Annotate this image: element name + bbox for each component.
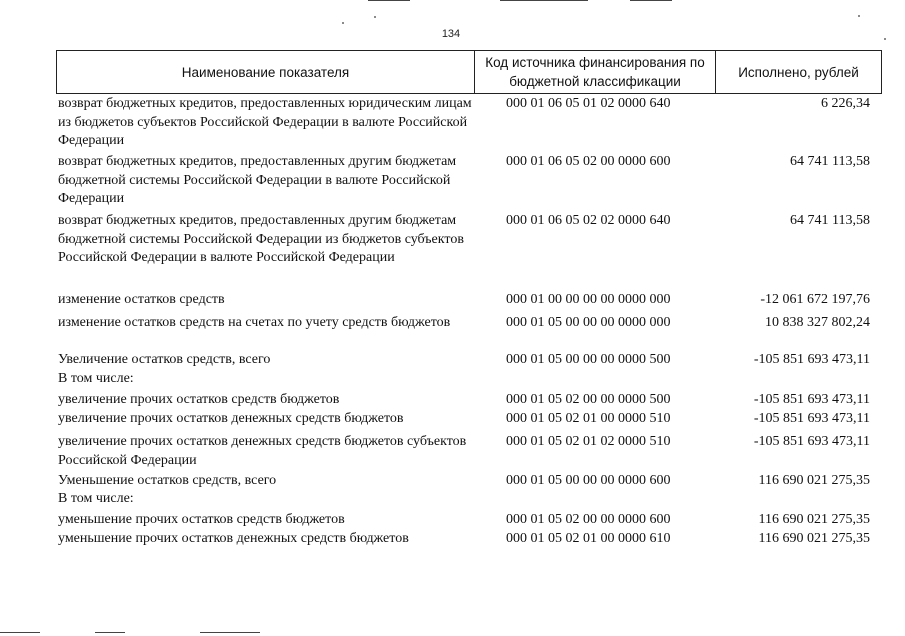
- row-code: 000 01 06 05 01 02 0000 640: [506, 96, 671, 111]
- table-header: [56, 50, 882, 94]
- row-value: 116 690 021 275,35: [758, 512, 870, 527]
- header-name: Наименование показателя: [57, 51, 475, 93]
- scan-bottom-marks: [0, 632, 905, 634]
- row-code: 000 01 05 00 00 00 0000 600: [506, 473, 671, 488]
- row-code: 000 01 05 00 00 00 0000 000: [506, 315, 671, 330]
- row-name: изменение остатков средств: [58, 292, 225, 307]
- row-code: 000 01 05 02 00 00 0000 600: [506, 512, 671, 527]
- row-value: -12 061 672 197,76: [760, 292, 870, 307]
- scan-speck: [884, 38, 886, 40]
- row-value: -105 851 693 473,11: [753, 352, 870, 367]
- row-code: 000 01 00 00 00 00 0000 000: [506, 292, 671, 307]
- row-value: 116 690 021 275,35: [758, 473, 870, 488]
- row-value: 6 226,34: [821, 96, 870, 111]
- scan-line: [500, 0, 588, 1]
- header-value: Исполнено, рублей: [738, 64, 859, 80]
- row-name: возврат бюджетных кредитов, предоставленных другим бюджетам бюджетной системы Российской Федерации из бюджетов субъектов Российской Федерации в валюте Российской Федерации: [58, 213, 464, 265]
- row-name: возврат бюджетных кредитов, предоставленных юридическим лицам из бюджетов субъектов Российской Федерации в валюте Российской Федерации: [58, 96, 472, 148]
- row-code: 000 01 05 02 01 02 0000 510: [506, 434, 671, 449]
- row-name: увеличение прочих остатков средств бюджетов: [58, 392, 340, 407]
- row-value: 116 690 021 275,35: [758, 531, 870, 546]
- row-name: возврат бюджетных кредитов, предоставленных другим бюджетам бюджетной системы Российской Федерации в валюте Российской Федерации: [58, 154, 457, 206]
- row-value: -105 851 693 473,11: [753, 434, 870, 449]
- row-value: 64 741 113,58: [790, 154, 870, 169]
- row-value: 10 838 327 802,24: [765, 315, 870, 330]
- row-code: 000 01 06 05 02 02 0000 640: [506, 213, 671, 228]
- row-name: уменьшение прочих остатков денежных средств бюджетов: [58, 531, 409, 546]
- row-code: 000 01 05 02 00 00 0000 500: [506, 392, 671, 407]
- row-code: 000 01 05 02 01 00 0000 510: [506, 411, 671, 426]
- page-number: 134: [441, 28, 461, 40]
- row-name: В том числе:: [58, 491, 134, 506]
- row-name: уменьшение прочих остатков средств бюджетов: [58, 512, 345, 527]
- row-value: 64 741 113,58: [790, 213, 870, 228]
- scan-line: [200, 632, 260, 633]
- row-name: Увеличение остатков средств, всего: [58, 352, 271, 367]
- scan-speck: [342, 22, 344, 24]
- scan-speck: [374, 16, 376, 18]
- row-name: увеличение прочих остатков денежных средств бюджетов: [58, 411, 404, 426]
- scan-line: [630, 0, 672, 1]
- scan-line: [368, 0, 410, 1]
- row-code: 000 01 06 05 02 00 0000 600: [506, 154, 671, 169]
- row-code: 000 01 05 00 00 00 0000 500: [506, 352, 671, 367]
- row-code: 000 01 05 02 01 00 0000 610: [506, 531, 671, 546]
- row-name: В том числе:: [58, 371, 134, 386]
- row-value: -105 851 693 473,11: [753, 392, 870, 407]
- scan-line: [0, 632, 40, 633]
- row-name: Уменьшение остатков средств, всего: [58, 473, 277, 488]
- scan-speck: [858, 15, 860, 17]
- row-name: увеличение прочих остатков денежных средств бюджетов субъектов Российской Федерации: [58, 434, 467, 468]
- row-name: изменение остатков средств на счетах по учету средств бюджетов: [58, 315, 451, 330]
- row-value: -105 851 693 473,11: [753, 411, 870, 426]
- scan-line: [95, 632, 125, 633]
- header-code: Код источника финансирования по бюджетной классификации: [475, 51, 716, 93]
